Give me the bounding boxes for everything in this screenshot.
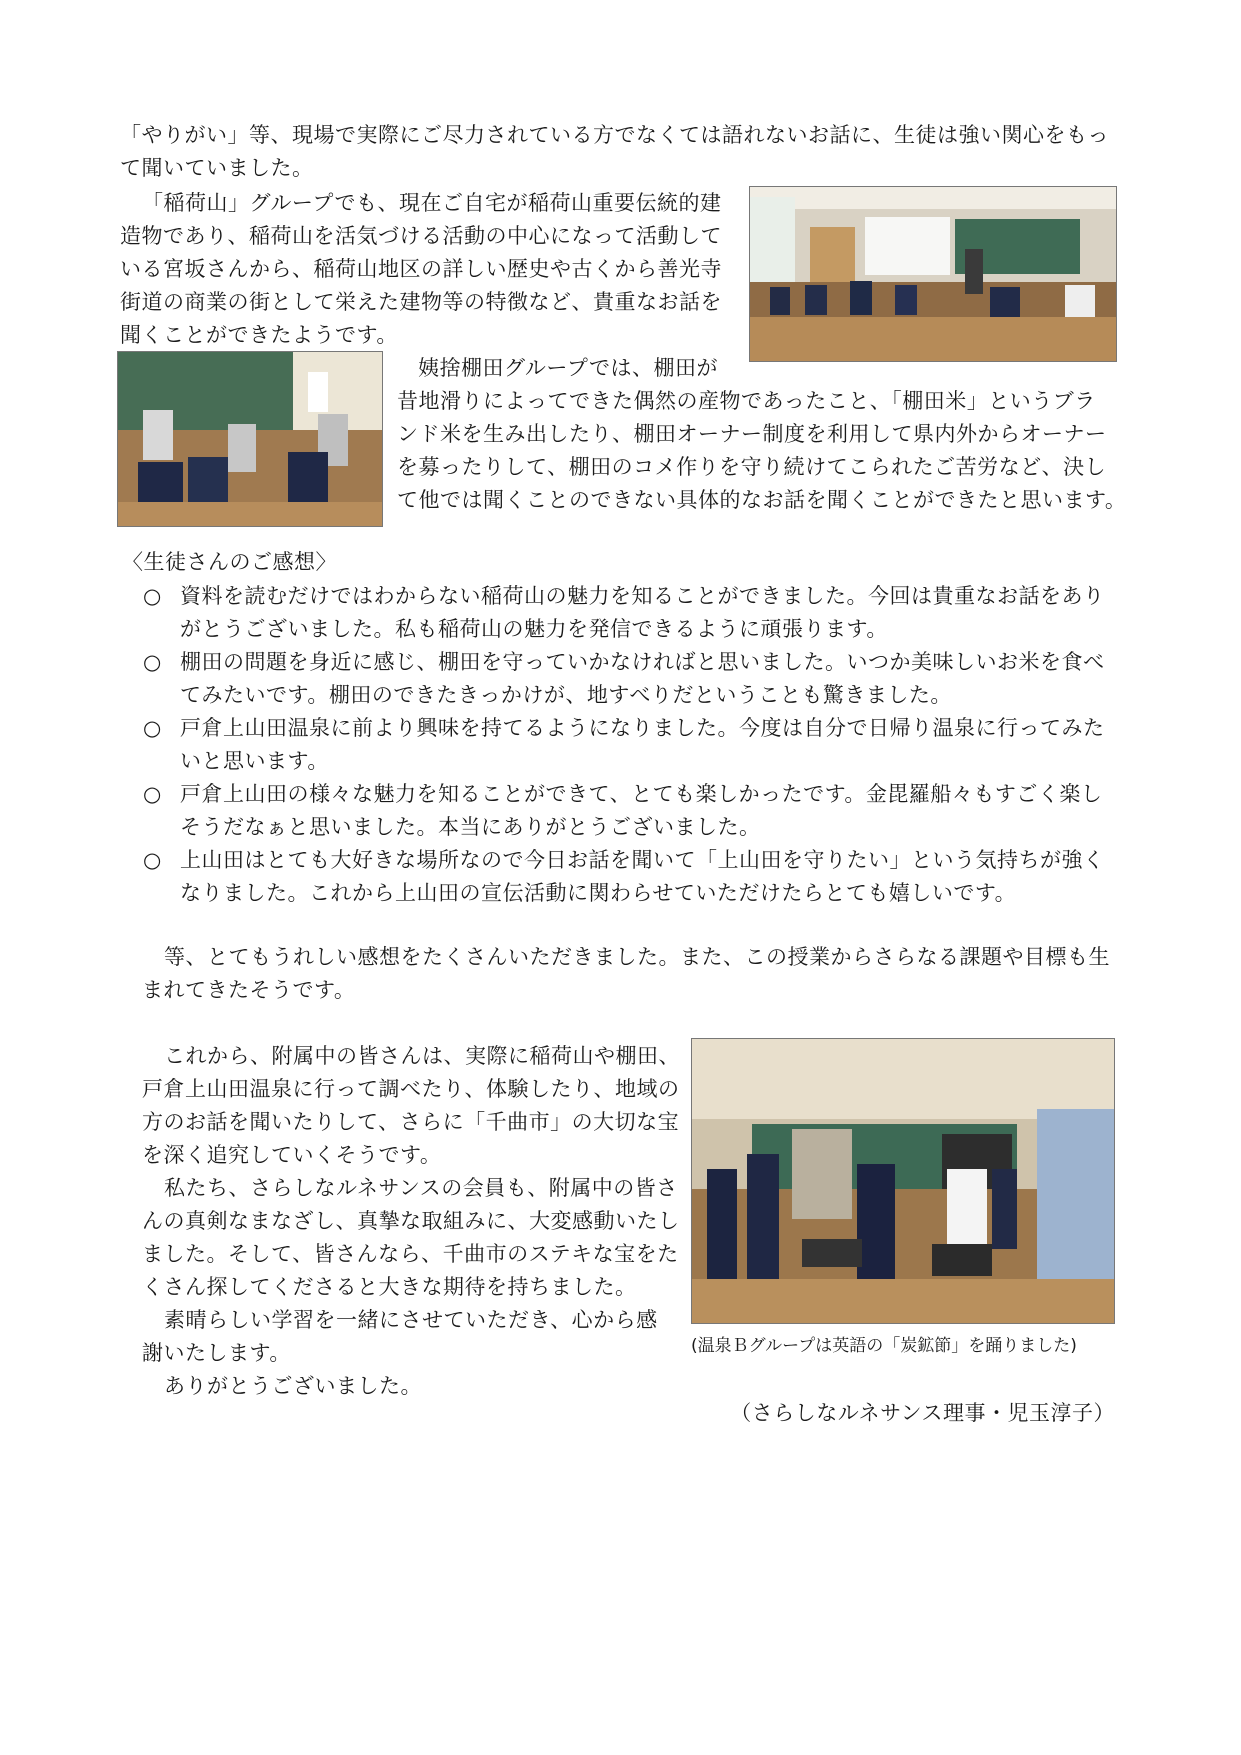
closing-p3-line: 謝いたします。 bbox=[142, 1341, 291, 1365]
bullet-marker: ○ bbox=[143, 782, 162, 806]
impression-line: 戸倉上山田の様々な魅力を知ることができて、とても楽しかったです。金毘羅船々もすごく楽し bbox=[180, 782, 1103, 806]
closing-p1-line: 方のお話を聞いたりして、さらに「千曲市」の大切な宝 bbox=[142, 1110, 680, 1134]
impression-line: てみたいです。棚田のできたきっかけが、地すべりだということも驚きました。 bbox=[180, 683, 952, 707]
summary-line-2: まれてきたそうです。 bbox=[142, 978, 356, 1002]
intro-line-1: 「やりがい」等、現場で実際にご尽力されている方でなくては語れないお話に、生徒は強い関心をもっ bbox=[120, 123, 1109, 147]
closing-p2-line: 私たち、さらしなルネサンスの会員も、附属中の皆さ bbox=[164, 1176, 678, 1200]
signature: （さらしなルネサンス理事・児玉淳子） bbox=[730, 1401, 1115, 1425]
closing-p1-line: を深く追究していくそうです。 bbox=[142, 1143, 442, 1167]
closing-p1-line: 戸倉上山田温泉に行って調べたり、体験したり、地域の bbox=[142, 1077, 680, 1101]
impression-line: 棚田の問題を身近に感じ、棚田を守っていかなければと思いました。いつか美味しいお米を食べ bbox=[180, 650, 1105, 674]
classroom-photo-onsen-b bbox=[691, 1038, 1115, 1324]
closing-p2-line: ました。そして、皆さんなら、千曲市のステキな宝をた bbox=[142, 1242, 679, 1266]
impression-line: 戸倉上山田温泉に前より興味を持てるようになりました。今度は自分で日帰り温泉に行ってみた bbox=[180, 716, 1105, 740]
closing-p2-line: んの真剣なまなざし、真摯な取組みに、大変感動いたし bbox=[142, 1209, 680, 1233]
intro-line-2: て聞いていました。 bbox=[120, 156, 314, 180]
closing-thanks: ありがとうございました。 bbox=[164, 1374, 422, 1398]
closing-p2-line: くさん探してくださると大きな期待を持ちました。 bbox=[142, 1275, 637, 1299]
bullet-marker: ○ bbox=[143, 716, 162, 740]
impression-line: 上山田はとても大好きな場所なので今日お話を聞いて「上山田を守りたい」という気持ちが強く bbox=[180, 848, 1105, 872]
obasute-line-4: を募ったりして、棚田のコメ作りを守り続けてこられたご苦労など、決し bbox=[397, 455, 1107, 479]
obasute-line-1: 姨捨棚田グループでは、棚田が bbox=[418, 356, 718, 380]
impressions-heading: 〈生徒さんのご感想〉 bbox=[122, 550, 337, 574]
impression-line: いと思います。 bbox=[180, 749, 329, 773]
bullet-marker: ○ bbox=[143, 584, 162, 608]
closing-p3-line: 素晴らしい学習を一緒にさせていただき、心から感 bbox=[164, 1308, 658, 1332]
bullet-marker: ○ bbox=[143, 848, 162, 872]
inariyama-line-3: いる宮坂さんから、稲荷山地区の詳しい歴史や古くから善光寺 bbox=[120, 257, 722, 281]
summary-line-1: 等、とてもうれしい感想をたくさんいただきました。また、この授業からさらなる課題や目標も生 bbox=[164, 945, 1110, 969]
inariyama-line-5: 聞くことができたようです。 bbox=[120, 323, 398, 347]
classroom-photo-obasute bbox=[117, 351, 383, 527]
impression-line: なりました。これから上山田の宣伝活動に関わらせていただけたらとても嬉しいです。 bbox=[180, 881, 1017, 905]
impression-line: そうだなぁと思いました。本当にありがとうございました。 bbox=[180, 815, 761, 839]
inariyama-line-2: 造物であり、稲荷山を活気づける活動の中心になって活動して bbox=[120, 224, 722, 248]
obasute-line-3: ンド米を生み出したり、棚田オーナー制度を利用して県内外からオーナー bbox=[397, 422, 1107, 446]
closing-p1-line: これから、附属中の皆さんは、実際に稲荷山や棚田、 bbox=[164, 1044, 680, 1068]
photo-caption: (温泉Ｂグループは英語の「炭鉱節」を踊りました) bbox=[691, 1336, 1077, 1356]
classroom-photo-inariyama bbox=[749, 186, 1117, 362]
impression-line: 資料を読むだけではわからない稲荷山の魅力を知ることができました。今回は貴重なお話をあり bbox=[180, 584, 1105, 608]
inariyama-line-1: 「稲荷山」グループでも、現在ご自宅が稲荷山重要伝統的建 bbox=[142, 191, 722, 215]
bullet-marker: ○ bbox=[143, 650, 162, 674]
obasute-line-5: て他では聞くことのできない具体的なお話を聞くことができたと思います。 bbox=[397, 488, 1127, 512]
inariyama-line-4: 街道の商業の街として栄えた建物等の特徴など、貴重なお話を bbox=[120, 290, 722, 314]
impression-line: がとうございました。私も稲荷山の魅力を発信できるように頑張ります。 bbox=[180, 617, 888, 641]
obasute-line-2: 昔地滑りによってできた偶然の産物であったこと、「棚田米」というブラ bbox=[397, 389, 1096, 413]
